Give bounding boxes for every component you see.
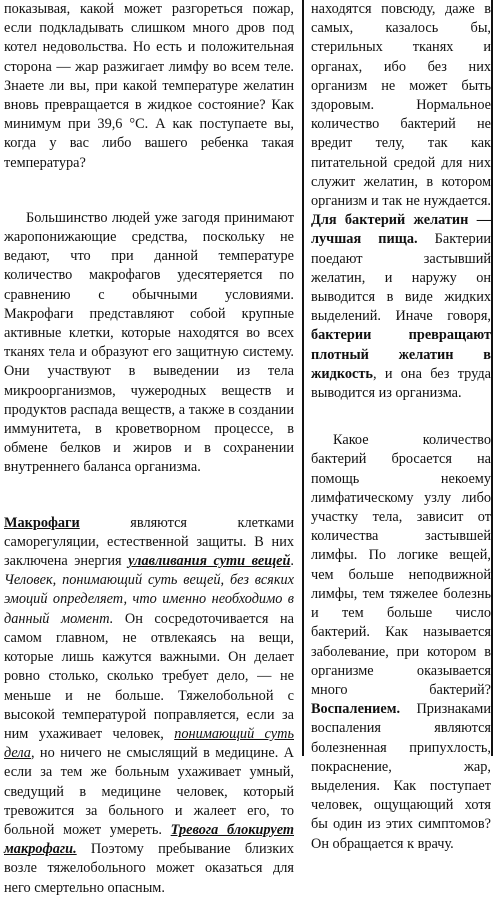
text-run: Поэтому пребывание близких возле тяжелобольного может оказаться для него смертельно опасным. xyxy=(4,841,294,896)
text-run: Какое количество бактерий бросается на помощь некоему лимфатическому узлу либо участку тела, зависит от количества застывшей лимфы. По логике вещей, чем больше неподвижной лимфы, тем тяжелее болезнь и тем больше число бактерий. Как называется заболевание, при котором в организме оказывается много бактерий? xyxy=(311,432,491,698)
text-run: улавливания сути вещей xyxy=(128,553,291,570)
left-column xyxy=(2,0,300,896)
paragraph-macrophages-self-regulation xyxy=(4,514,294,898)
text-run: Он сосредоточивается на самом главном, не отвлекаясь на вещи, которые лишь кажутся важными. Он делает ровно столько, сколько требует дело, — не меньше и не больше. Тяжелобольной с высокой температурой поправляется, если за ним ухаживает человек, xyxy=(4,610,294,742)
text-run: , и она без труда выводится из организма. xyxy=(311,365,491,402)
text-run: бактерии превращают плотный желатин в жидкость xyxy=(311,327,491,382)
right-column xyxy=(307,0,493,852)
paragraph-macrophages-antipyretics: Большинство людей уже загодя принимают жаропонижающие средства, поскольку не ведают, что при данной температуре количество макрофагов удесятеряется по сравнению с обычными условиями. Макрофаги представляют собой крупные активные клетки, которые находятся во всех тканях тела и образуют его защитную систему. Они участвуют в выведении из тела микроорганизмов, чужеродных веществ и продуктов распада веществ, а также в создании иммунитета, в кроветворном процессе, в обмене белков и жиров и в сохранении внутреннего баланса организма. xyxy=(4,209,294,476)
text-run: Макрофаги xyxy=(4,514,80,531)
page-edge-rule xyxy=(491,0,493,756)
text-run: Тревога блокирует макрофаги. xyxy=(4,821,295,858)
paragraph-fever-temperature: показывая, какой может разгореться пожар, если подкладывать слишком много дров под котел недовольства. Но есть и положительная сторона — жар разжигает лимфу во всем теле. Знаете ли вы, при какой температуре желатин вновь превращается в жидкое состояние? Как минимум при 39,6 °С. А как поступаете вы, когда у вас либо вашего ребенка такая температура? xyxy=(4,1,294,171)
text-run: Бактерии поедают застывший желатин, и наружу он выводится в виде жидких выделений. Иначе говоря, xyxy=(311,231,491,325)
text-run: Для бактерий желатин — лучшая пища. xyxy=(311,212,491,248)
text-run: Воспалением. xyxy=(311,701,401,718)
text-run: являются клетками саморегуляции, естественной защиты. В них заключена энергия xyxy=(4,514,294,570)
text-run: Признаками воспаления являются болезненная припухлость, покраснение, жар, выделения. Как поступает человек, ощущающий хотя бы один из этих симптомов? Он обращается к врачу. xyxy=(311,701,491,852)
text-run: находятся повсюду, даже в самых, казалось бы, стерильных тканях и органах, ибо без них организм не может быть здоровым. Нормальное количество бактерий не вредит телу, так как питательной средой для них служит желатин, в котором организм и так не нуждается. xyxy=(311,1,491,210)
paragraph-bacteria-gelatin xyxy=(311,0,491,403)
paragraph-inflammation xyxy=(311,431,491,853)
text-run: . xyxy=(290,553,294,570)
text-run: , но ничего не смыслящий в медицине. А если за тем же больным ухаживает умный, сведущий в медицине человек, который тревожится за больного и жалеет его, то больной может умереть. xyxy=(4,745,294,838)
text-run: понимающий суть дела xyxy=(4,725,294,762)
column-divider xyxy=(302,0,304,756)
text-run: Человек, понимающий суть вещей, без всяких эмоций определяет, что именно необходимо в данный момент. xyxy=(4,572,294,627)
